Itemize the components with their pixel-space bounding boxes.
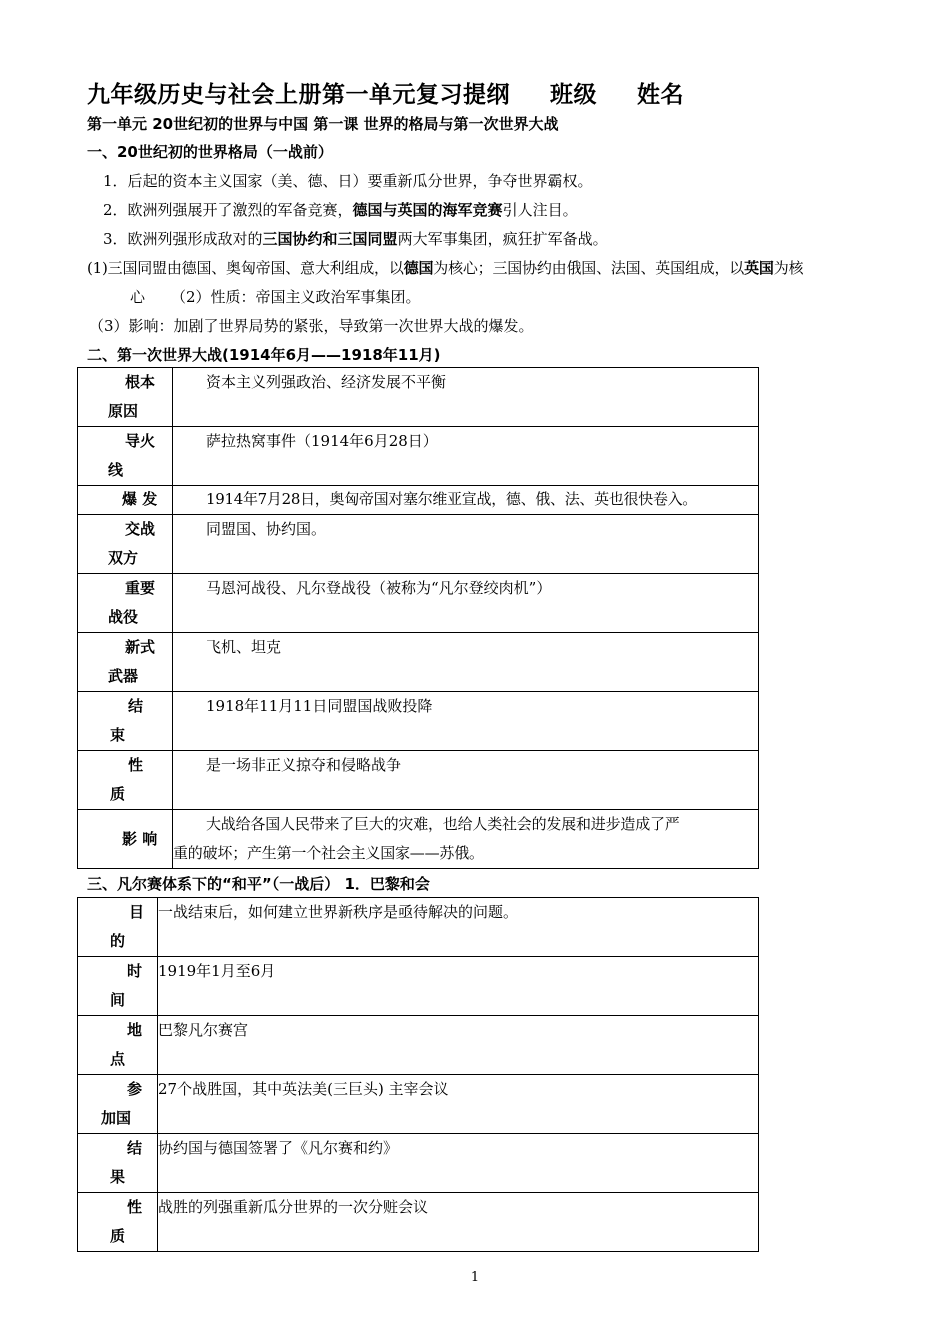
row-value [173,751,759,810]
item3-text: 3．欧洲列强形成敌对的 [103,230,263,248]
row-value [173,486,759,515]
table-row [78,427,759,486]
unit-subtitle: 第一单元 20世纪初的世界与中国 第一课 世界的格局与第一次世界大战 [87,115,559,133]
row-header-line1: 目 [129,903,145,921]
ww1-table [77,367,759,869]
row-value [173,427,759,486]
row-header-line1: 影 响 [122,829,158,848]
row-header-line2: 双方 [108,549,139,567]
item3-emphasis: 三国协约和三国同盟 [262,230,398,248]
table-row [78,368,759,427]
section3-heading: 三、凡尔赛体系下的“和平”（一战后） 1．巴黎和会 [87,875,430,893]
row-value-text: 大战给各国人民带来了巨大的灾难，也给人类社会的发展和进步造成了严 [206,815,680,833]
section1-item1: 1．后起的资本主义国家（美、德、日）要重新瓜分世界，争夺世界霸权。 [103,172,593,190]
item2-emphasis: 德国与英国的海军竞赛 [352,201,503,219]
row-header-line2: 战役 [108,608,139,626]
page-title [87,76,684,109]
table-row [78,1193,759,1252]
point1-text-c: 为核心；三国协约由俄国、法国、英国组成，以 [433,259,745,277]
row-header-line1: 导火 [125,432,156,450]
row-value-text: 27个战胜国，其中英法美(三巨头) 主宰会议 [158,1080,449,1098]
row-value-text: 萨拉热窝事件（1914年6月28日） [206,432,438,450]
row-header-line1: 地 [127,1021,143,1039]
row-value-text: 1914年7月28日，奥匈帝国对塞尔维亚宣战，德、俄、法、英也很快卷入。 [206,490,698,508]
row-value [173,368,759,427]
row-header [78,1075,158,1134]
row-value [158,1075,759,1134]
row-header-line1: 结 [127,1139,143,1157]
row-value-text: 是一场非正义掠夺和侵略战争 [206,756,402,774]
row-header-line1: 性 [128,756,144,774]
section1-item3 [103,228,608,249]
row-header-line2: 质 [110,1227,126,1245]
row-header-line1: 新式 [125,638,156,656]
row-value-text: 资本主义列强政治、经济发展不平衡 [206,373,447,391]
point1-emphasis-britain: 英国 [744,259,774,277]
row-header-line1: 性 [127,1198,143,1216]
row-header [78,957,158,1016]
row-header-line1: 重要 [125,579,156,597]
row-value-text: 1918年11月11日同盟国战败投降 [206,697,433,715]
section1-point2: （2）性质：帝国主义政治军事集团。 [171,288,421,306]
table-row [78,898,759,957]
point1-text-e: 为核 [773,259,804,277]
row-header-line2: 武器 [108,667,139,685]
section1-heading: 一、20世纪初的世界格局（一战前） [87,143,333,161]
row-header [78,574,173,633]
section1-point3: （3）影响：加剧了世界局势的紧张，导致第一次世界大战的爆发。 [89,317,534,335]
row-header [78,692,173,751]
paris-conference-table [77,897,759,1252]
point1-continuation: 心 [130,288,146,306]
table-row [78,810,759,869]
row-value [158,1016,759,1075]
row-value-text: 协约国与德国签署了《凡尔赛和约》 [158,1139,399,1157]
row-header-line2: 点 [110,1050,126,1068]
table-row [78,1134,759,1193]
row-value [173,692,759,751]
table-row [78,486,759,515]
section1-item2 [103,199,578,220]
page-number: 1 [470,1270,480,1285]
row-value-text: 战胜的列强重新瓜分世界的一次分赃会议 [158,1198,429,1216]
name-label: 姓名 [637,82,684,108]
row-value [158,1134,759,1193]
table-row [78,515,759,574]
row-header-line1: 结 [128,697,144,715]
row-header-line2: 线 [108,461,124,479]
row-value [173,515,759,574]
row-header [78,633,173,692]
section1-point1 [87,257,803,278]
row-value [158,1193,759,1252]
row-header [78,368,173,427]
row-header-line2: 的 [110,932,126,950]
title-text: 九年级历史与社会上册第一单元复习提纲 [87,82,510,108]
row-value-text: 巴黎凡尔赛宫 [158,1021,249,1039]
table-row [78,1075,759,1134]
row-header [78,898,158,957]
row-header [78,427,173,486]
row-value-text-cont: 重的破坏；产生第一个社会主义国家——苏俄。 [173,844,484,862]
item3-text-end: 两大军事集团，疯狂扩军备战。 [397,230,608,248]
row-header-line2: 束 [110,726,126,744]
row-value-text: 一战结束后，如何建立世界新秩序是亟待解决的问题。 [158,903,519,921]
table-row [78,692,759,751]
section2-heading: 二、第一次世界大战(1914年6月——1918年11月) [87,346,441,364]
table-row [78,751,759,810]
row-header-line1: 时 [127,962,143,980]
row-header [78,751,173,810]
row-header-line2: 果 [110,1168,126,1186]
row-header-line2: 间 [110,991,126,1009]
point1-emphasis-germany: 德国 [403,259,434,277]
row-header-line1: 根本 [125,373,156,391]
table-row [78,957,759,1016]
row-value-text: 1919年1月至6月 [158,962,276,980]
item2-text-end: 引人注目。 [502,201,578,219]
table-row [78,633,759,692]
point1-text-a: (1)三国同盟由德国、奥匈帝国、意大利组成，以 [87,259,404,277]
row-header [78,1016,158,1075]
row-value [173,633,759,692]
row-header [78,515,173,574]
row-header [78,486,173,515]
row-header [78,1193,158,1252]
row-value [158,898,759,957]
table-row [78,1016,759,1075]
table-row [78,574,759,633]
row-header-line1: 参 [127,1080,143,1098]
class-label: 班级 [550,82,597,108]
row-header-line1: 交战 [125,520,156,538]
section1-point1-cont [130,286,421,307]
row-header-line2: 加国 [101,1109,132,1127]
row-value-text: 飞机、坦克 [206,638,282,656]
row-value-text: 同盟国、协约国。 [206,520,327,538]
row-header-line2: 原因 [108,402,139,420]
item2-text: 2．欧洲列强展开了激烈的军备竞赛， [103,201,353,219]
row-value [173,574,759,633]
row-value [158,957,759,1016]
row-value [173,810,759,869]
row-header [78,1134,158,1193]
row-value-text: 马恩河战役、凡尔登战役（被称为“凡尔登绞肉机”） [206,579,552,597]
row-header-line2: 质 [110,785,126,803]
row-header-line1: 爆 发 [122,490,158,508]
row-header [78,810,173,869]
